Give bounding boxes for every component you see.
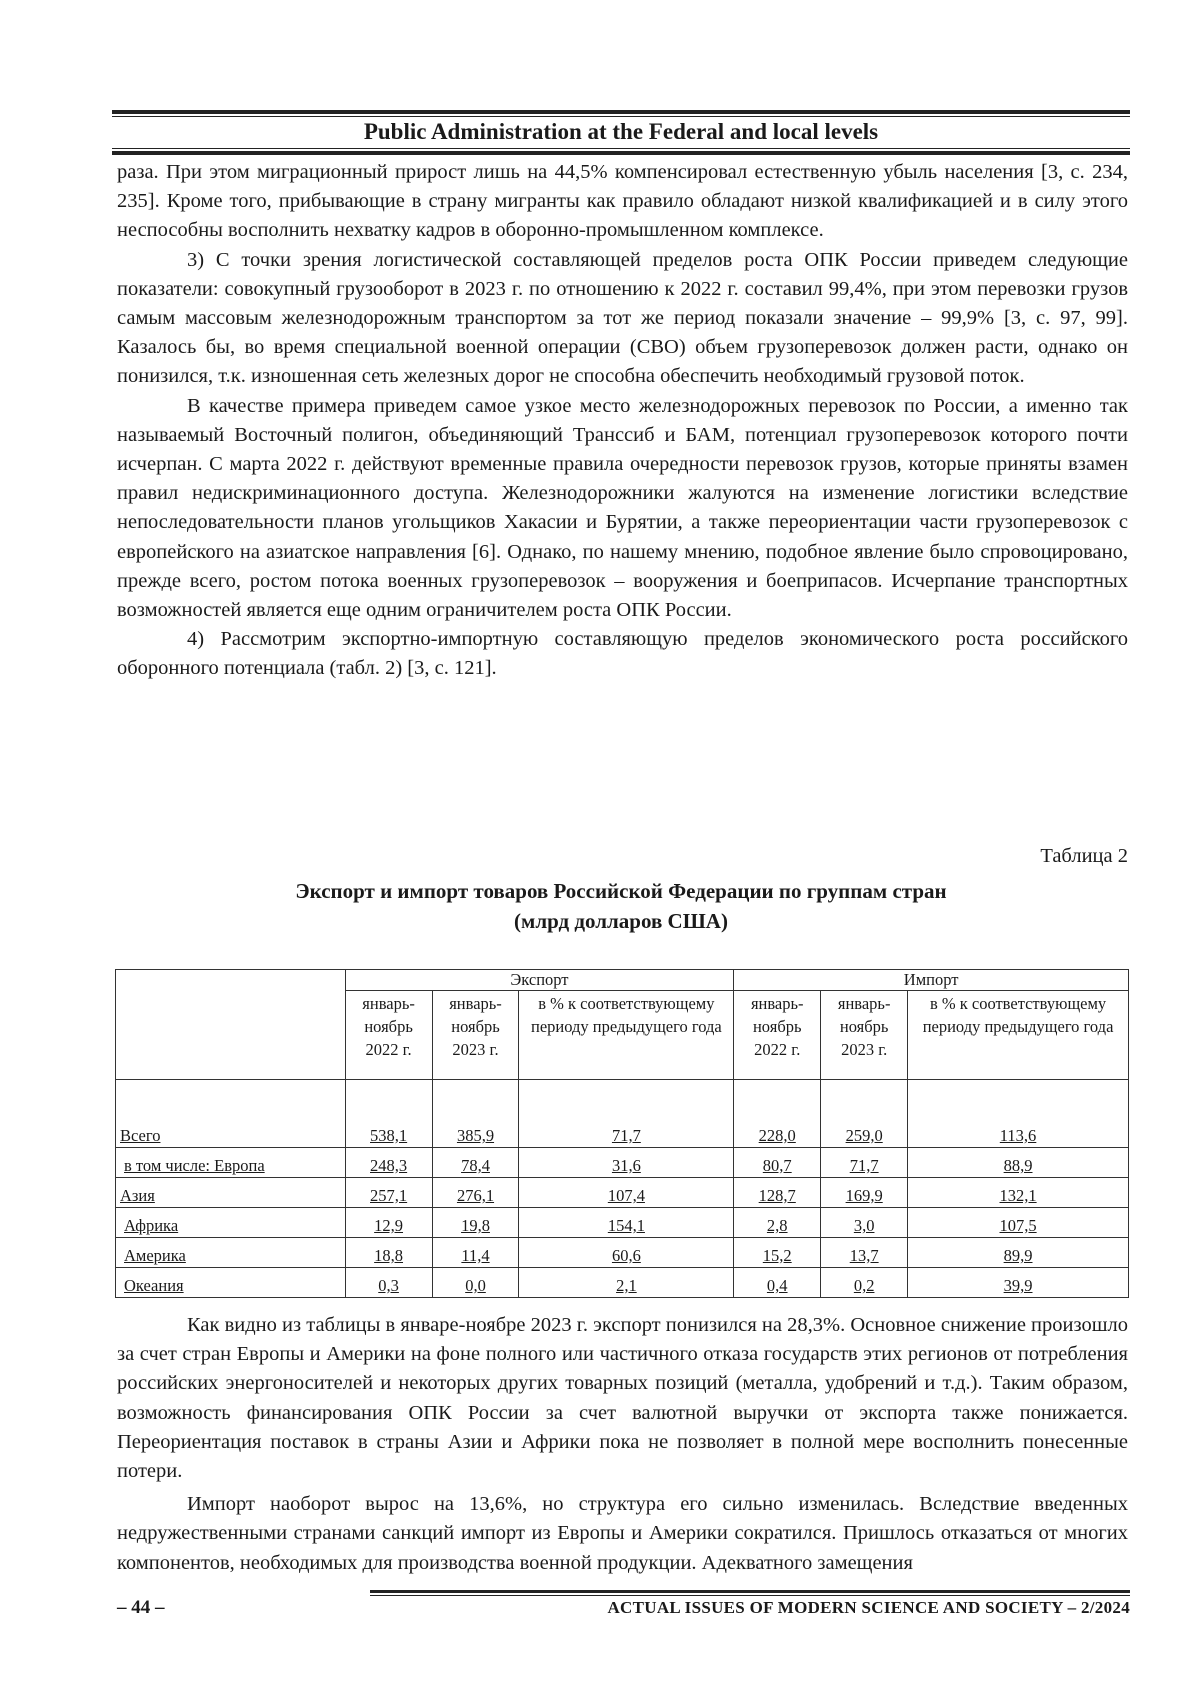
cell-import-pct: 39,9 xyxy=(908,1268,1129,1298)
cell-export-2023: 19,8 xyxy=(432,1208,519,1238)
page-number: – 44 – xyxy=(117,1597,165,1618)
cell-export-pct: 2,1 xyxy=(519,1268,734,1298)
cell-export-2022: 257,1 xyxy=(345,1178,432,1208)
cell-export-2022: 538,1 xyxy=(345,1124,432,1148)
col-header-import-2023: январь-ноябрь 2023 г. xyxy=(821,991,908,1080)
col-header-import-2022: январь-ноябрь 2022 г. xyxy=(734,991,821,1080)
cell-import-2023: 3,0 xyxy=(821,1208,908,1238)
paragraph: раза. При этом миграционный прирост лишь на 44,5% компенсировал естественную убыль населения [3, с. 234, 235]. Кроме того, прибывающие в страну мигранты как правило обладают низкой квалификацией и в силу этого неспособны восполнить нехватку кадров в оборонно-промышленном комплексе. xyxy=(117,161,1128,242)
cell-import-2022: 0,4 xyxy=(734,1268,821,1298)
paragraph: 3) С точки зрения логистической составляющей пределов роста ОПК России приведем следующие показатели: совокупный грузооборот в 2023 г. по отношению к 2022 г. составил 99,4%, при этом перевозки грузов самым массовым железнодорожным транспортом за тот же период показали значение – 99,9% [3, с. 97, 99]. Казалось бы, во время специальной военной операции (СВО) объем грузоперевозок должен расти, однако он понизился, т.к. изношенная сеть железных дорог не способна обеспечить необходимый грузовой поток. xyxy=(117,248,1128,388)
table-spacer-row xyxy=(116,1080,1129,1125)
group-header-import: Импорт xyxy=(734,970,1129,991)
table-title-line-1: Экспорт и импорт товаров Российской Федерации по группам стран xyxy=(295,879,947,903)
table-row xyxy=(116,1178,1129,1208)
table-row xyxy=(116,1268,1129,1298)
row-label: Азия xyxy=(116,1178,346,1208)
cell-export-2023: 276,1 xyxy=(432,1178,519,1208)
cell-import-2023: 71,7 xyxy=(821,1148,908,1178)
cell-import-2023: 13,7 xyxy=(821,1238,908,1268)
table-row xyxy=(116,1238,1129,1268)
cell-import-pct: 113,6 xyxy=(908,1124,1129,1148)
export-import-table xyxy=(115,969,1129,1298)
cell-export-2023: 78,4 xyxy=(432,1148,519,1178)
cell-export-pct: 154,1 xyxy=(519,1208,734,1238)
journal-name: ACTUAL ISSUES OF MODERN SCIENCE AND SOCIETY – 2/2024 xyxy=(607,1598,1130,1617)
cell-import-2022: 80,7 xyxy=(734,1148,821,1178)
cell-export-2022: 18,8 xyxy=(345,1238,432,1268)
col-header-export-2023: январь-ноябрь 2023 г. xyxy=(432,991,519,1080)
table-label: Таблица 2 xyxy=(1040,845,1128,867)
table-row xyxy=(116,1208,1129,1238)
table-title-line-2: (млрд долларов США) xyxy=(514,909,728,933)
cell-export-pct: 71,7 xyxy=(519,1124,734,1148)
paragraph: Импорт наоборот вырос на 13,6%, но структура его сильно изменилась. Вследствие введенных недружественными странами санкций импорт из Европы и Америки сократился. Пришлось отказаться от многих компонентов, необходимых для производства военной продукции. Адекватного замещения xyxy=(117,1493,1128,1574)
cell-export-2023: 0,0 xyxy=(432,1268,519,1298)
row-label: Всего xyxy=(116,1124,346,1148)
paragraph: В качестве примера приведем самое узкое место железнодорожных перевозок по России, а именно так называемый Восточный полигон, объединяющий Транссиб и БАМ, потенциал грузоперевозок которого почти исчерпан. С марта 2022 г. действуют временные правила очередности перевозок грузов, которые приняты взамен правил недискриминационного доступа. Железнодорожники жалуются на изменение логистики вследствие непоследовательности планов угольщиков Хакасии и Бурятии, а также переориентации части грузоперевозок с европейского на азиатское направления [6]. Однако, по нашему мнению, подобное явление было спровоцировано, прежде всего, ростом потока военных грузоперевозок – вооружения и боеприпасов. Исчерпание транспортных возможностей является еще одним ограничителем роста ОПК России. xyxy=(117,394,1128,622)
group-header-export: Экспорт xyxy=(345,970,734,991)
cell-import-pct: 88,9 xyxy=(908,1148,1129,1178)
paragraph: Как видно из таблицы в январе-ноябре 2023 г. экспорт понизился на 28,3%. Основное снижение произошло за счет стран Европы и Америки на фоне полного или частичного отказа государств этих регионов от потребления российских энергоносителей и некоторых других товарных позиций (металла, удобрений и т.д.). Таким образом, возможность финансирования ОПК России за счет валютной выручки от экспорта также понижается. Переориентация поставок в страны Азии и Африки пока не позволяет в полной мере восполнить понесенные потери. xyxy=(117,1314,1128,1483)
cell-export-2022: 0,3 xyxy=(345,1268,432,1298)
footer-rule xyxy=(370,1590,1130,1596)
cell-export-pct: 31,6 xyxy=(519,1148,734,1178)
cell-import-2023: 0,2 xyxy=(821,1268,908,1298)
cell-export-2022: 12,9 xyxy=(345,1208,432,1238)
header-rule-top xyxy=(112,110,1130,117)
cell-export-2023: 385,9 xyxy=(432,1124,519,1148)
running-header-title: Public Administration at the Federal and local levels xyxy=(363,119,879,144)
cell-export-pct: 60,6 xyxy=(519,1238,734,1268)
cell-import-2022: 15,2 xyxy=(734,1238,821,1268)
body-text-top xyxy=(117,158,1128,684)
cell-export-2022: 248,3 xyxy=(345,1148,432,1178)
cell-import-pct: 89,9 xyxy=(908,1238,1129,1268)
col-header-export-pct: в % к соответствующему периоду предыдущего года xyxy=(519,991,734,1080)
cell-import-2023: 169,9 xyxy=(821,1178,908,1208)
body-text-bottom xyxy=(117,1311,1128,1578)
table-row xyxy=(116,1124,1129,1148)
row-label: Америка xyxy=(116,1238,346,1268)
cell-import-2022: 228,0 xyxy=(734,1124,821,1148)
cell-export-2023: 11,4 xyxy=(432,1238,519,1268)
paragraph: 4) Рассмотрим экспортно-импортную составляющую пределов экономического роста российского оборонного потенциала (табл. 2) [3, с. 121]. xyxy=(117,628,1128,680)
row-label: Океания xyxy=(116,1268,346,1298)
cell-import-2023: 259,0 xyxy=(821,1124,908,1148)
col-header-export-2022: январь-ноябрь 2022 г. xyxy=(345,991,432,1080)
row-label: Африка xyxy=(116,1208,346,1238)
cell-import-pct: 107,5 xyxy=(908,1208,1129,1238)
cell-import-2022: 2,8 xyxy=(734,1208,821,1238)
table-row xyxy=(116,1148,1129,1178)
row-label: в том числе: Европа xyxy=(116,1148,346,1178)
cell-import-2022: 128,7 xyxy=(734,1178,821,1208)
header-rule-bottom xyxy=(112,148,1130,155)
table-title xyxy=(112,876,1130,936)
cell-export-pct: 107,4 xyxy=(519,1178,734,1208)
cell-import-pct: 132,1 xyxy=(908,1178,1129,1208)
col-header-import-pct: в % к соответствующему периоду предыдущего года xyxy=(908,991,1129,1080)
table-corner-cell xyxy=(116,970,346,1080)
